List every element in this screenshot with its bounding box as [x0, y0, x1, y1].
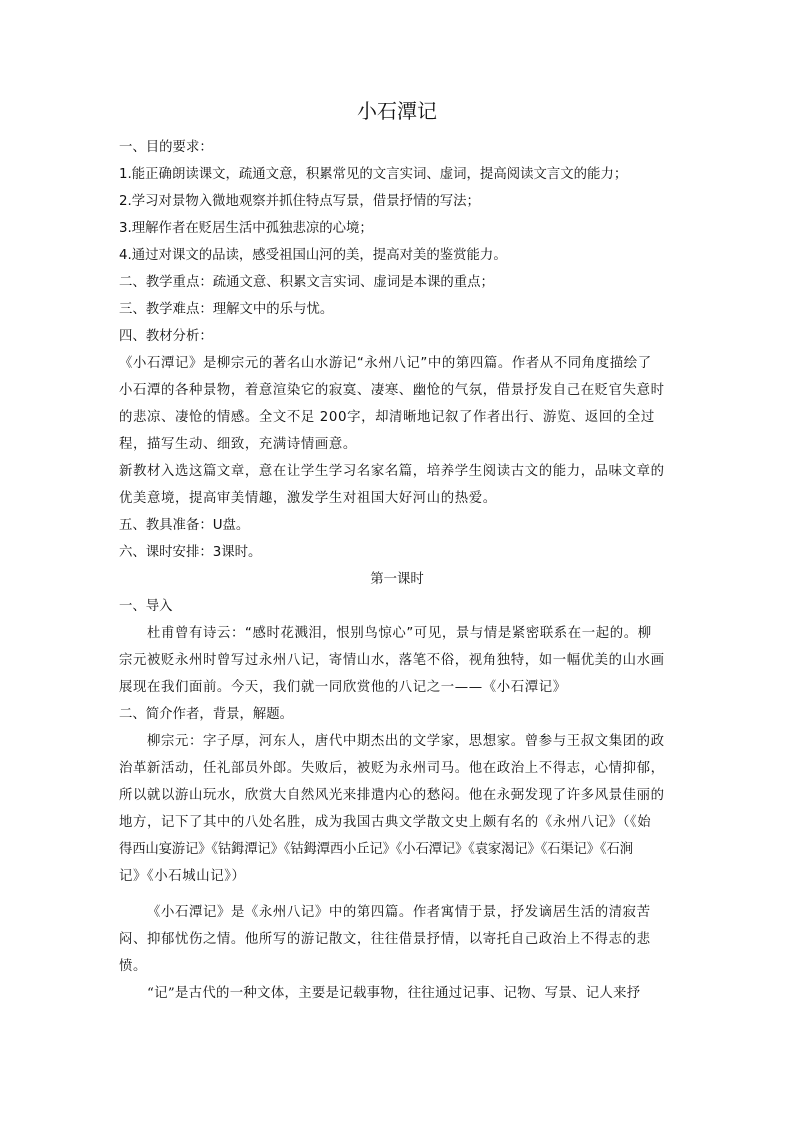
paragraph-line: 记》《小石城山记》） — [119, 869, 246, 884]
paragraph-line: 愤。 — [119, 959, 147, 974]
paragraph-line: 小石潭的各种景物，着意渲染它的寂寞、凄寒、幽怆的气氛，借景抒发自己在贬官失意时 — [119, 383, 665, 398]
paragraph-line: 优美意境，提高审美情趣，激发学生对祖国大好河山的热爱。 — [119, 491, 497, 506]
section-heading-objectives: 一、目的要求： — [119, 140, 213, 155]
section-heading-introduction: 一、导入 — [119, 599, 173, 614]
paragraph-line: 程，描写生动、细致，充满诗情画意。 — [119, 437, 357, 452]
paragraph-line: 得西山宴游记》《钴鉧潭记》《钴鉧潭西小丘记》《小石潭记》《袁家渴记》《石渠记》《石涧 — [119, 842, 633, 857]
section-teaching-difficulty: 三、教学难点：理解文中的乐与忧。 — [119, 302, 334, 317]
section-heading-material-analysis: 四、教材分析： — [119, 329, 213, 344]
paragraph-line: 的悲凉、凄怆的情感。全文不足 200字，却清晰地记叙了作者出行、游览、返回的全过 — [119, 410, 655, 425]
paragraph-line: “记”是古代的一种文体，主要是记载事物，往往通过记事、记物、写景、记人来抒 — [147, 986, 641, 1001]
objective-item-3: 3.理解作者在贬居生活中孤独悲凉的心境； — [119, 221, 373, 236]
document-title: 小石潭记 — [357, 99, 437, 123]
section-class-schedule: 六、课时安排：3课时。 — [119, 545, 262, 560]
section-teaching-aids: 五、教具准备：U盘。 — [119, 518, 250, 533]
paragraph-line: 所以就以游山玩水，欣赏大自然风光来排遣内心的愁闷。他在永弼发现了许多风景佳丽的 — [119, 788, 665, 803]
paragraph-line: 闷、抑郁忧伤之情。他所写的游记散文，往往借景抒情，以寄托自己政治上不得志的悲 — [119, 932, 651, 947]
paragraph-line: 宗元被贬永州时曾写过永州八记，寄情山水，落笔不俗，视角独特，如一幅优美的山水画 — [119, 653, 665, 668]
paragraph-line: 《小石潭记》是《永州八记》中的第四篇。作者寓情于景，抒发谪居生活的清寂苦 — [147, 905, 651, 920]
paragraph-line: 《小石潭记》是柳宗元的著名山水游记“永州八记”中的第四篇。作者从不同角度描绘了 — [119, 356, 652, 371]
objective-item-4: 4.通过对课文的品读，感受祖国山河的美，提高对美的鉴赏能力。 — [119, 248, 507, 263]
section-heading-author: 二、简介作者，背景，解题。 — [119, 707, 294, 722]
objective-item-2: 2.学习对景物入微地观察并抓住特点写景，借景抒情的写法； — [119, 194, 480, 209]
paragraph-line: 地方，记下了其中的八处名胜，成为我国古典文学散文史上颇有名的《永州八记》（《始 — [119, 815, 652, 830]
paragraph-line: 杜甫曾有诗云：“感时花溅泪，恨别鸟惊心”可见，景与情是紧密联系在一起的。柳 — [147, 626, 652, 641]
paragraph-line: 新教材入选这篇文章，意在让学生学习名家名篇，培养学生阅读古文的能力，品味文章的 — [119, 464, 665, 479]
paragraph-line: 展现在我们面前。今天，我们就一同欣赏他的八记之一——《小石潭记》 — [119, 680, 567, 695]
paragraph-line: 柳宗元：字子厚，河东人，唐代中期杰出的文学家，思想家。曾参与王叔文集团的政 — [147, 734, 665, 749]
objective-item-1: 1.能正确朗读课文，疏通文意，积累常见的文言实词、虚词，提高阅读文言文的能力； — [119, 167, 628, 182]
section-teaching-focus: 二、教学重点：疏通文意、积累文言实词、虚词是本课的重点； — [119, 275, 494, 290]
lesson-heading: 第一课时 — [370, 572, 424, 587]
paragraph-line: 治革新活动，任礼部员外郎。失败后，被贬为永州司马。他在政治上不得志，心情抑郁， — [119, 761, 665, 776]
